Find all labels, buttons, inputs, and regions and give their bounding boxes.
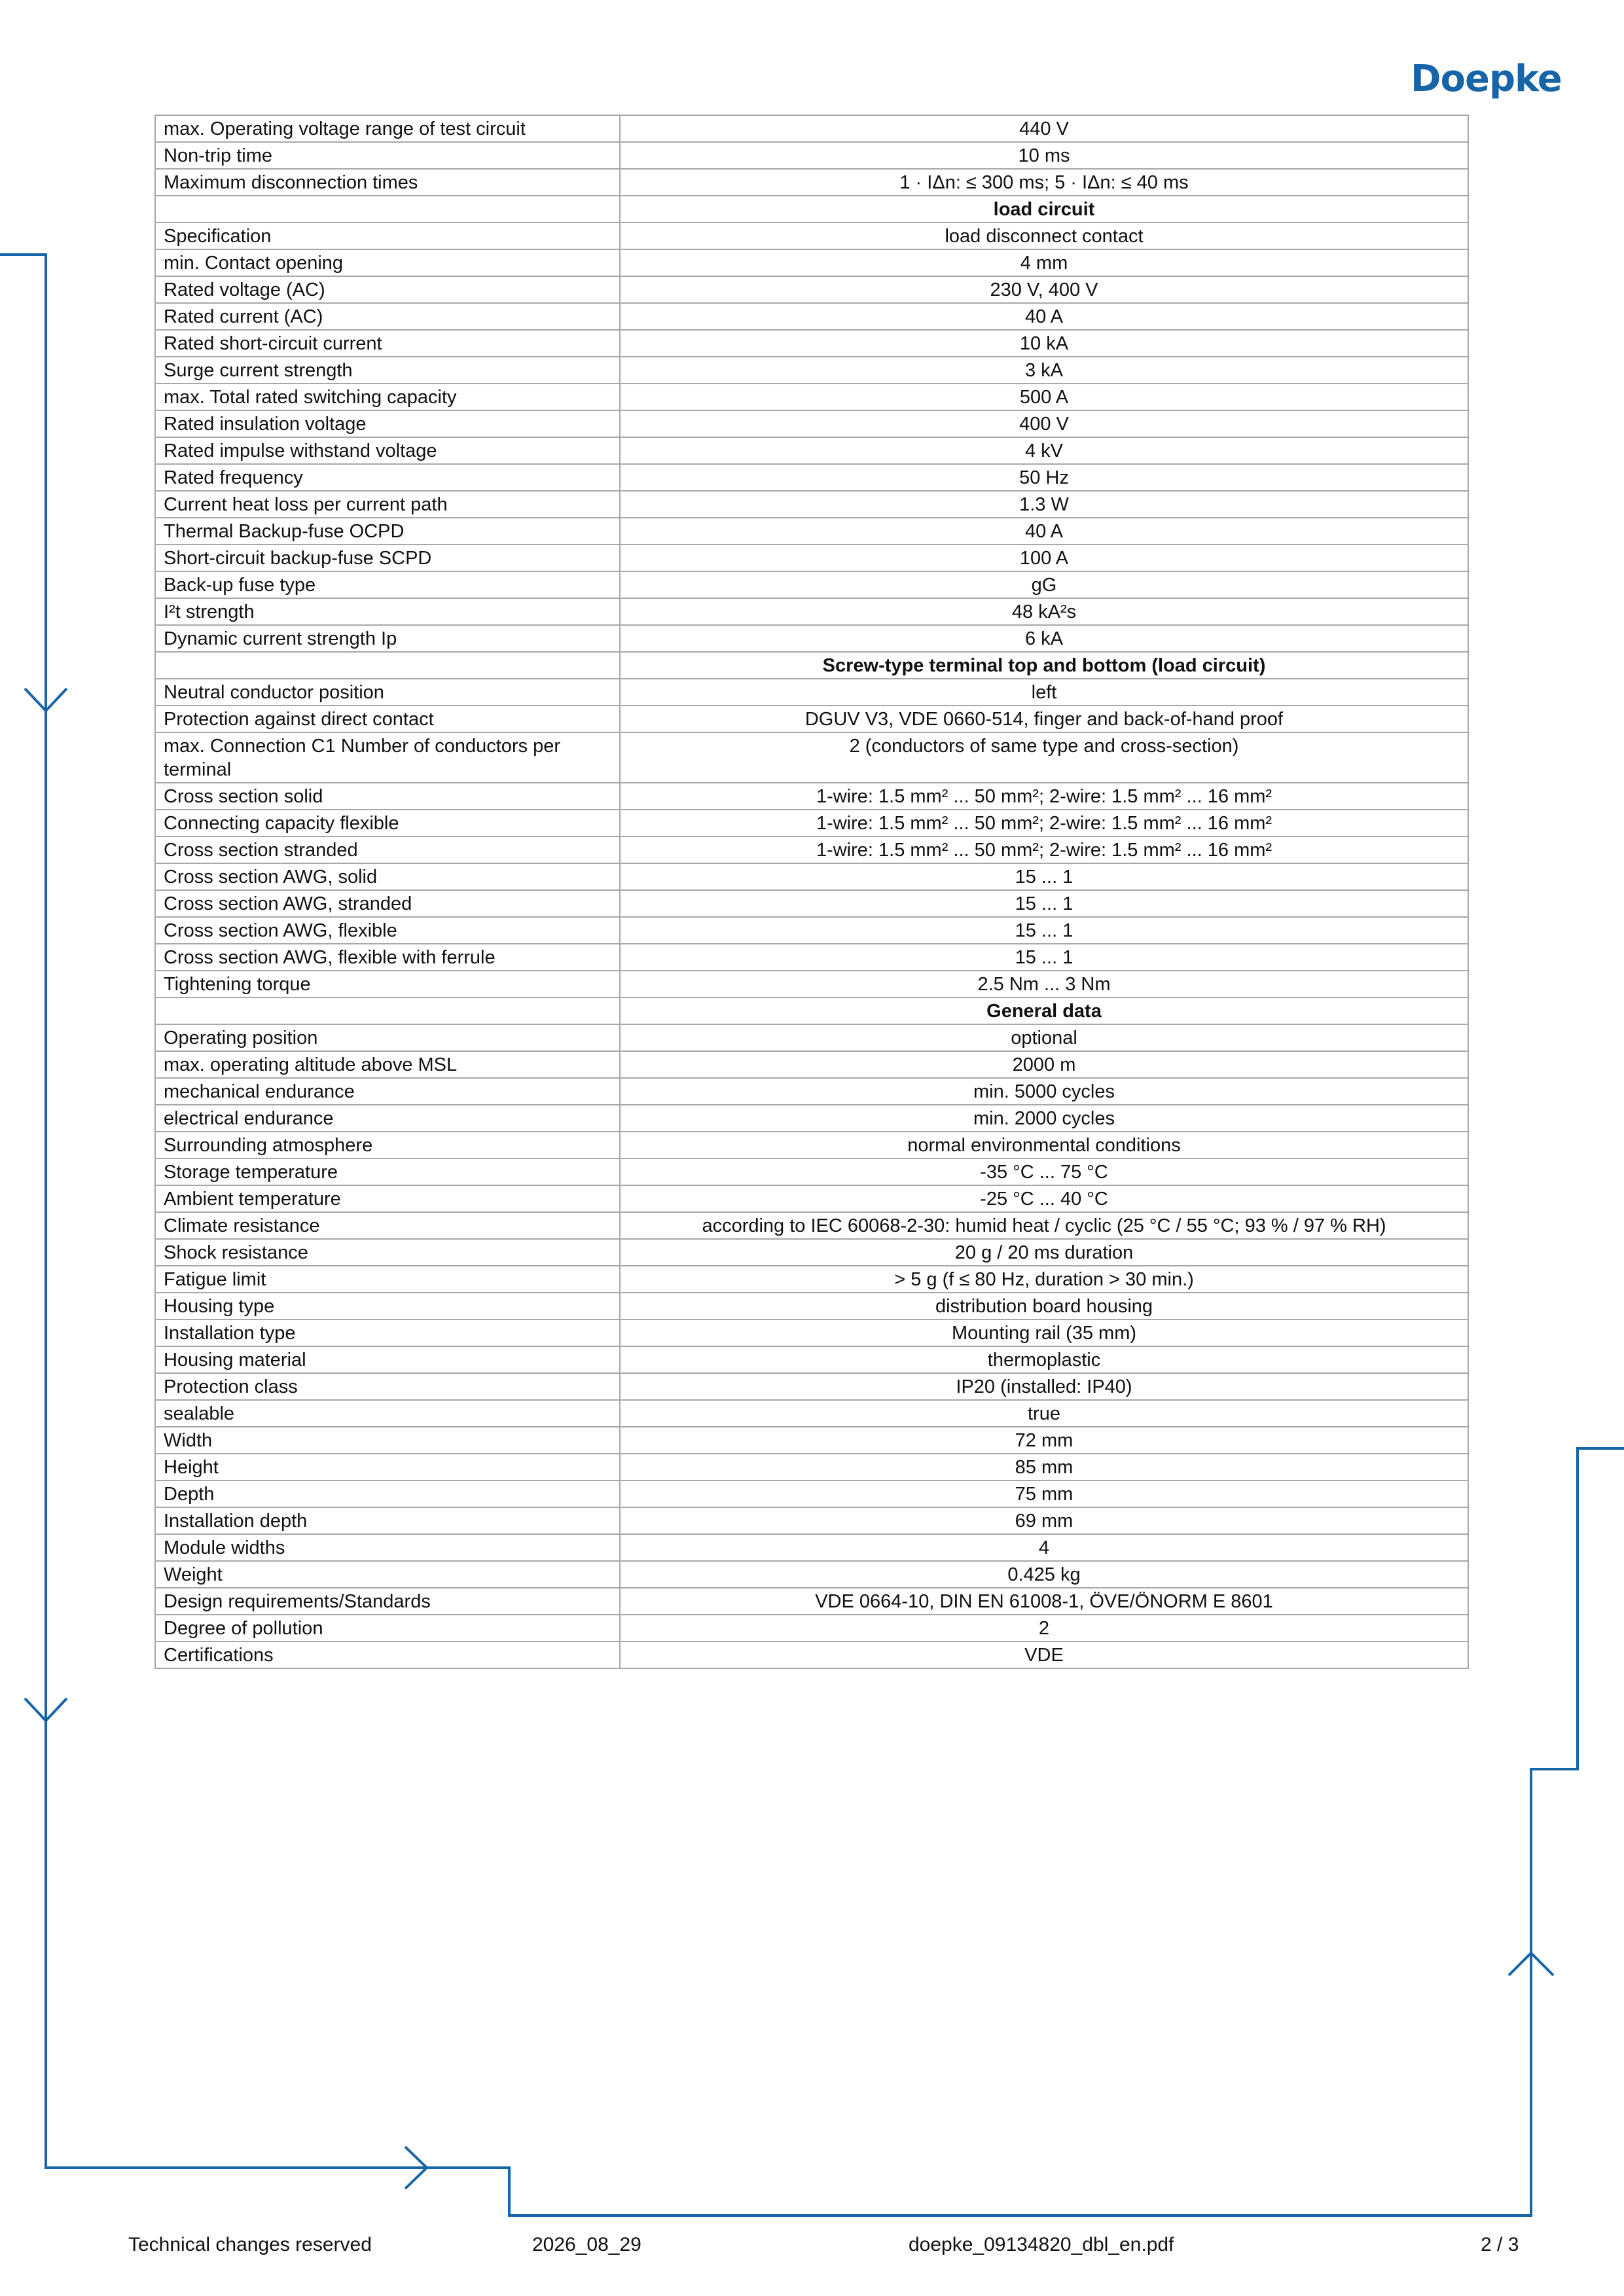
spec-value: 440 V	[620, 115, 1468, 142]
spec-value: 4 mm	[620, 249, 1468, 276]
arrow-down-icon	[25, 689, 67, 711]
spec-value: 15 ... 1	[620, 917, 1468, 944]
spec-value: 15 ... 1	[620, 944, 1468, 971]
spec-row	[155, 330, 1468, 357]
spec-row	[155, 142, 1468, 169]
spec-value: 40 A	[620, 303, 1468, 330]
spec-value: -25 °C ... 40 °C	[620, 1185, 1468, 1212]
section-title: Screw-type terminal top and bottom (load circuit)	[620, 652, 1468, 679]
spec-row	[155, 464, 1468, 491]
spec-value: min. 5000 cycles	[620, 1078, 1468, 1105]
section-title: General data	[620, 997, 1468, 1024]
arrow-up-icon	[1509, 1953, 1553, 1975]
spec-label: Housing material	[155, 1346, 620, 1373]
spec-label: max. Total rated switching capacity	[155, 384, 620, 410]
spec-row	[155, 1480, 1468, 1507]
arrow-down-icon	[25, 1698, 67, 1721]
spec-label: Surge current strength	[155, 357, 620, 384]
spec-row	[155, 276, 1468, 303]
spec-label: Rated voltage (AC)	[155, 276, 620, 303]
spec-label: Module widths	[155, 1534, 620, 1561]
spec-label: electrical endurance	[155, 1105, 620, 1132]
spec-row	[155, 1024, 1468, 1051]
doepke-logo: Doepke	[1411, 58, 1562, 100]
spec-value: 2.5 Nm ... 3 Nm	[620, 971, 1468, 997]
spec-label: Design requirements/Standards	[155, 1588, 620, 1615]
spec-value: Mounting rail (35 mm)	[620, 1319, 1468, 1346]
spec-value: 6 kA	[620, 625, 1468, 652]
spec-value: thermoplastic	[620, 1346, 1468, 1373]
spec-label: Operating position	[155, 1024, 620, 1051]
spec-value: 2 (conductors of same type and cross-section)	[620, 732, 1468, 783]
spec-label: Surrounding atmosphere	[155, 1132, 620, 1158]
spec-label: Degree of pollution	[155, 1615, 620, 1641]
spec-value: min. 2000 cycles	[620, 1105, 1468, 1132]
spec-value: 4	[620, 1534, 1468, 1561]
spec-label: Housing type	[155, 1293, 620, 1319]
spec-value: VDE	[620, 1641, 1468, 1668]
spec-row	[155, 1212, 1468, 1239]
spec-row	[155, 410, 1468, 437]
spec-label: Back-up fuse type	[155, 571, 620, 598]
footer-date: 2026_08_29	[532, 2234, 641, 2255]
spec-label: Ambient temperature	[155, 1185, 620, 1212]
spec-value: 15 ... 1	[620, 863, 1468, 890]
spec-row	[155, 1185, 1468, 1212]
spec-value: 2000 m	[620, 1051, 1468, 1078]
spec-value: 500 A	[620, 384, 1468, 410]
spec-label: Protection class	[155, 1373, 620, 1400]
spec-label: Cross section AWG, solid	[155, 863, 620, 890]
spec-row	[155, 1534, 1468, 1561]
spec-label: sealable	[155, 1400, 620, 1427]
footer-filename: doepke_09134820_dbl_en.pdf	[909, 2234, 1174, 2255]
spec-row	[155, 223, 1468, 249]
spec-label: Thermal Backup-fuse OCPD	[155, 518, 620, 545]
spec-row	[155, 679, 1468, 706]
spec-value: DGUV V3, VDE 0660-514, finger and back-of-hand proof	[620, 706, 1468, 732]
spec-value: 1 · IΔn: ≤ 300 ms; 5 · IΔn: ≤ 40 ms	[620, 169, 1468, 196]
spec-row	[155, 571, 1468, 598]
spec-value: gG	[620, 571, 1468, 598]
spec-label: Rated current (AC)	[155, 303, 620, 330]
spec-label: Weight	[155, 1561, 620, 1588]
spec-label: Cross section stranded	[155, 836, 620, 863]
spec-value: 1-wire: 1.5 mm² ... 50 mm²; 2-wire: 1.5 mm² ... 16 mm²	[620, 836, 1468, 863]
spec-row	[155, 1105, 1468, 1132]
spec-row	[155, 1588, 1468, 1615]
spec-row	[155, 1427, 1468, 1454]
spec-row	[155, 1293, 1468, 1319]
spec-label: min. Contact opening	[155, 249, 620, 276]
spec-label: Rated frequency	[155, 464, 620, 491]
spec-value: 75 mm	[620, 1480, 1468, 1507]
spec-row	[155, 1561, 1468, 1588]
spec-label	[155, 196, 620, 223]
spec-row	[155, 249, 1468, 276]
spec-value: 230 V, 400 V	[620, 276, 1468, 303]
spec-value: optional	[620, 1024, 1468, 1051]
spec-value: 15 ... 1	[620, 890, 1468, 917]
spec-row	[155, 115, 1468, 142]
spec-value: 50 Hz	[620, 464, 1468, 491]
spec-value: true	[620, 1400, 1468, 1427]
spec-value: 1.3 W	[620, 491, 1468, 518]
spec-row	[155, 732, 1468, 783]
spec-value: 10 kA	[620, 330, 1468, 357]
spec-label: Rated impulse withstand voltage	[155, 437, 620, 464]
spec-row	[155, 1641, 1468, 1668]
spec-label: Shock resistance	[155, 1239, 620, 1266]
section-header-row	[155, 652, 1468, 679]
spec-value: distribution board housing	[620, 1293, 1468, 1319]
spec-row	[155, 1158, 1468, 1185]
spec-row	[155, 1239, 1468, 1266]
spec-label: Short-circuit backup-fuse SCPD	[155, 545, 620, 571]
spec-value: > 5 g (f ≤ 80 Hz, duration > 30 min.)	[620, 1266, 1468, 1293]
footer-note: Technical changes reserved	[128, 2234, 372, 2255]
spec-value: normal environmental conditions	[620, 1132, 1468, 1158]
spec-row	[155, 1507, 1468, 1534]
spec-label: Specification	[155, 223, 620, 249]
spec-table	[154, 115, 1469, 1669]
spec-value: IP20 (installed: IP40)	[620, 1373, 1468, 1400]
spec-label: Installation type	[155, 1319, 620, 1346]
spec-row	[155, 598, 1468, 625]
spec-value: 48 kA²s	[620, 598, 1468, 625]
spec-label: Connecting capacity flexible	[155, 810, 620, 836]
spec-row	[155, 384, 1468, 410]
spec-label: Cross section solid	[155, 783, 620, 810]
spec-row	[155, 625, 1468, 652]
spec-value: 72 mm	[620, 1427, 1468, 1454]
section-title: load circuit	[620, 196, 1468, 223]
spec-row	[155, 1051, 1468, 1078]
spec-row	[155, 169, 1468, 196]
spec-value: load disconnect contact	[620, 223, 1468, 249]
section-header-row	[155, 196, 1468, 223]
spec-label: Height	[155, 1454, 620, 1480]
spec-label: Climate resistance	[155, 1212, 620, 1239]
spec-row	[155, 810, 1468, 836]
section-header-row	[155, 997, 1468, 1024]
spec-row	[155, 1319, 1468, 1346]
spec-label: Cross section AWG, flexible	[155, 917, 620, 944]
spec-label: Cross section AWG, stranded	[155, 890, 620, 917]
spec-row	[155, 706, 1468, 732]
spec-row	[155, 917, 1468, 944]
spec-label: Dynamic current strength Ip	[155, 625, 620, 652]
spec-row	[155, 1373, 1468, 1400]
spec-label	[155, 652, 620, 679]
spec-row	[155, 1132, 1468, 1158]
spec-value: 3 kA	[620, 357, 1468, 384]
spec-label: Current heat loss per current path	[155, 491, 620, 518]
spec-label: Protection against direct contact	[155, 706, 620, 732]
spec-label	[155, 997, 620, 1024]
spec-value: 69 mm	[620, 1507, 1468, 1534]
spec-label: Cross section AWG, flexible with ferrule	[155, 944, 620, 971]
arrow-right-icon	[405, 2147, 427, 2189]
spec-value: 20 g / 20 ms duration	[620, 1239, 1468, 1266]
spec-row	[155, 890, 1468, 917]
spec-value: 1-wire: 1.5 mm² ... 50 mm²; 2-wire: 1.5 mm² ... 16 mm²	[620, 783, 1468, 810]
spec-label: Certifications	[155, 1641, 620, 1668]
spec-value: 0.425 kg	[620, 1561, 1468, 1588]
spec-row	[155, 836, 1468, 863]
spec-row	[155, 1615, 1468, 1641]
spec-value: left	[620, 679, 1468, 706]
spec-value: 400 V	[620, 410, 1468, 437]
spec-value: according to IEC 60068-2-30: humid heat / cyclic (25 °C / 55 °C; 93 % / 97 % RH)	[620, 1212, 1468, 1239]
spec-label: Rated short-circuit current	[155, 330, 620, 357]
spec-row	[155, 1400, 1468, 1427]
spec-value: 2	[620, 1615, 1468, 1641]
spec-label: Non-trip time	[155, 142, 620, 169]
spec-row	[155, 1454, 1468, 1480]
spec-value: 10 ms	[620, 142, 1468, 169]
spec-label: Rated insulation voltage	[155, 410, 620, 437]
spec-row	[155, 545, 1468, 571]
spec-label: Maximum disconnection times	[155, 169, 620, 196]
spec-row	[155, 491, 1468, 518]
footer-page-number: 2 / 3	[1481, 2234, 1519, 2255]
spec-row	[155, 1078, 1468, 1105]
spec-label: I²t strength	[155, 598, 620, 625]
spec-row	[155, 1266, 1468, 1293]
spec-label: Storage temperature	[155, 1158, 620, 1185]
spec-label: Tightening torque	[155, 971, 620, 997]
spec-value: 4 kV	[620, 437, 1468, 464]
spec-label: max. Operating voltage range of test circuit	[155, 115, 620, 142]
spec-label: max. Connection C1 Number of conductors per terminal	[155, 732, 620, 783]
spec-label: Fatigue limit	[155, 1266, 620, 1293]
spec-value: -35 °C ... 75 °C	[620, 1158, 1468, 1185]
spec-row	[155, 437, 1468, 464]
spec-label: max. operating altitude above MSL	[155, 1051, 620, 1078]
spec-value: 100 A	[620, 545, 1468, 571]
spec-row	[155, 783, 1468, 810]
spec-row	[155, 357, 1468, 384]
spec-row	[155, 863, 1468, 890]
spec-label: Depth	[155, 1480, 620, 1507]
spec-value: 85 mm	[620, 1454, 1468, 1480]
spec-row	[155, 944, 1468, 971]
spec-label: Neutral conductor position	[155, 679, 620, 706]
spec-row	[155, 303, 1468, 330]
spec-row	[155, 518, 1468, 545]
spec-row	[155, 971, 1468, 997]
spec-label: Installation depth	[155, 1507, 620, 1534]
spec-value: 1-wire: 1.5 mm² ... 50 mm²; 2-wire: 1.5 mm² ... 16 mm²	[620, 810, 1468, 836]
spec-value: VDE 0664-10, DIN EN 61008-1, ÖVE/ÖNORM E 8601	[620, 1588, 1468, 1615]
spec-row	[155, 1346, 1468, 1373]
spec-label: Width	[155, 1427, 620, 1454]
spec-value: 40 A	[620, 518, 1468, 545]
spec-label: mechanical endurance	[155, 1078, 620, 1105]
